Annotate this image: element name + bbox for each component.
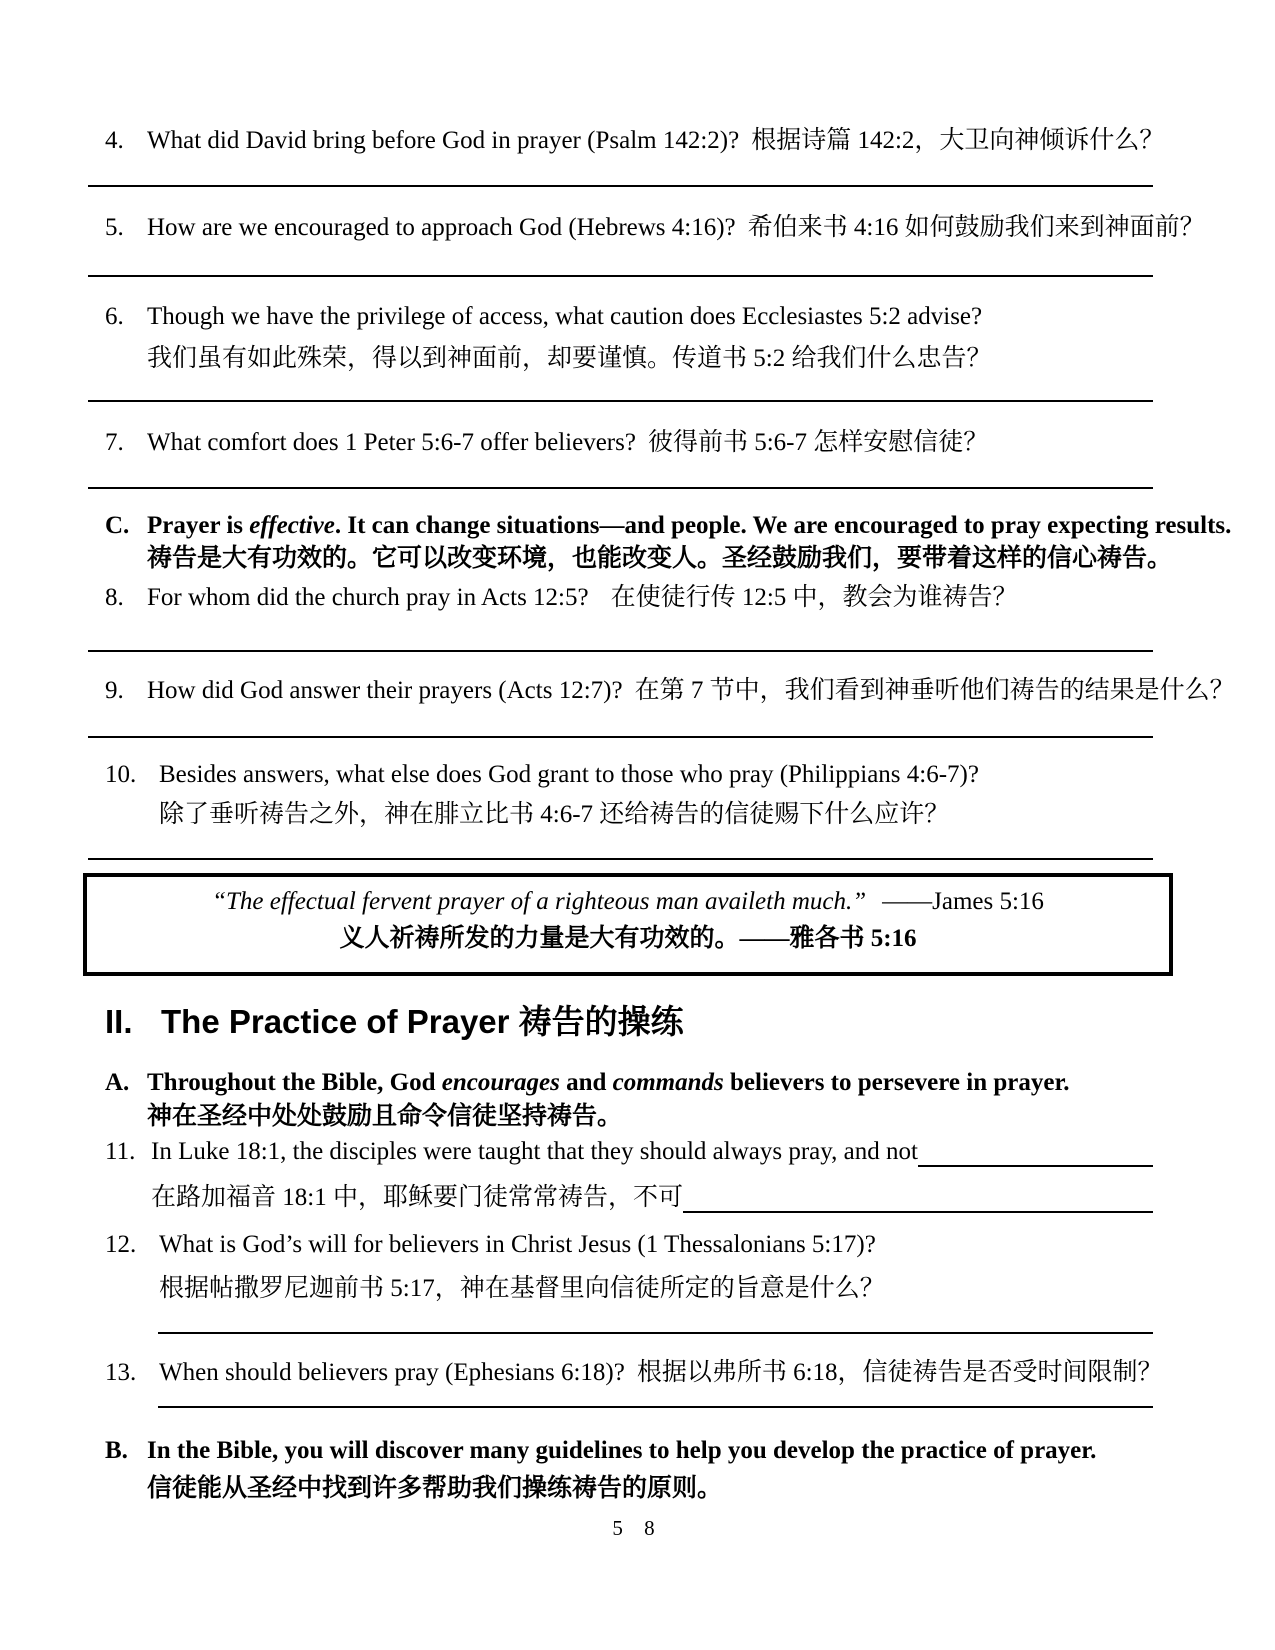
question-8-text-zh: 在使徒行传 12:5 中，教会为谁祷告？ [610,584,1018,611]
question-10-number: 10. [105,761,137,788]
question-10-text-en: Besides answers, what else does God grant to those who pray (Philippians 4:6-7)? [159,761,979,788]
james-quote-zh: 义人祈祷所发的力量是大有功效的。——雅各书 5:16 [339,925,917,952]
question-11-text-zh: 在路加福音 18:1 中，耶稣要门徒常常祷告，不可 [151,1184,683,1211]
section-b-text-zh: 信徒能从圣经中找到许多帮助我们操练祷告的原则。 [147,1475,723,1502]
question-12-number: 12. [105,1231,137,1258]
question-6-number: 6. [105,303,124,330]
question-7 [105,423,1153,463]
question-11-number: 11. [105,1138,136,1165]
question-12-text-en: What is God’s will for believers in Christ Jesus (1 Thessalonians 5:17)? [159,1231,876,1258]
section-a-text-en: Throughout the Bible, God encourages and commands believers to persevere in prayer. [147,1069,1070,1096]
section-c-statement [105,509,1232,575]
question-11-zh-line [151,1178,1153,1218]
answer-line-q7[interactable] [88,487,1153,489]
section-c-text-en: Prayer is effective. It can change situations—and people. We are encouraged to pray expecting results. [147,512,1232,539]
question-5 [105,208,1205,248]
question-10 [105,755,1153,835]
page-number: 5 8 [612,1516,663,1540]
section-ii-heading [105,1000,1153,1044]
section-a-statement [105,1066,1153,1134]
question-8-number: 8. [105,584,124,611]
question-6-text-zh: 我们虽有如此殊荣，得以到神面前，却要谨慎。传道书 5:2 给我们什么忠告？ [147,345,992,372]
question-9 [105,671,1235,711]
question-7-text-en: What comfort does 1 Peter 5:6-7 offer believers? [147,429,636,456]
question-9-text-zh: 在第 7 节中，我们看到神垂听他们祷告的结果是什么？ [634,677,1235,704]
answer-line-q6[interactable] [88,400,1153,402]
section-a-label: A. [105,1069,130,1096]
section-ii-number: II. [105,1003,133,1040]
question-13-text-en: When should believers pray (Ephesians 6:18)? [159,1359,625,1386]
answer-line-q8[interactable] [88,650,1153,652]
question-11 [105,1132,1153,1172]
question-10-text-zh: 除了垂听祷告之外，神在腓立比书 4:6-7 还给祷告的信徒赐下什么应许？ [159,801,950,828]
question-7-text-zh: 彼得前书 5:6-7 怎样安慰信徒？ [647,429,989,456]
question-9-number: 9. [105,677,124,704]
section-b-text-en: In the Bible, you will discover many guidelines to help you develop the practice of prayer. [147,1437,1097,1464]
question-7-number: 7. [105,429,124,456]
question-6 [105,296,1153,380]
section-b-label: B. [105,1437,128,1464]
question-8 [105,578,1153,618]
question-12-text-zh: 根据帖撒罗尼迦前书 5:17，神在基督里向信徒所定的旨意是什么？ [159,1275,885,1302]
question-4-text-en: What did David bring before God in prayer (Psalm 142:2)? [147,127,740,154]
answer-line-q10[interactable] [88,858,1153,860]
question-6-text-en: Though we have the privilege of access, what caution does Ecclesiastes 5:2 advise? [147,303,983,330]
question-5-text-en: How are we encouraged to approach God (Hebrews 4:16)? [147,214,736,241]
question-4-number: 4. [105,127,124,154]
answer-line-q9[interactable] [88,736,1153,738]
answer-line-q5[interactable] [88,275,1153,277]
question-4-text-zh: 根据诗篇 142:2，大卫向神倾诉什么？ [751,127,1165,154]
question-13-text-zh: 根据以弗所书 6:18，信徒祷告是否受时间限制？ [636,1359,1163,1386]
answer-line-q4[interactable] [88,185,1153,187]
answer-blank-q11-zh[interactable] [683,1178,1153,1213]
question-5-number: 5. [105,214,124,241]
section-ii-title: The Practice of Prayer 祷告的操练 [161,1003,684,1040]
james-quote-box [83,873,1173,976]
question-4 [105,121,1165,161]
question-11-text-en: In Luke 18:1, the disciples were taught that they should always pray, and not [151,1138,918,1165]
question-13-number: 13. [105,1359,137,1386]
section-c-label: C. [105,512,130,539]
question-8-text-en: For whom did the church pray in Acts 12:5? [147,584,589,611]
james-quote-en: “The effectual fervent prayer of a righteous man availeth much.” ——James 5:16 [212,888,1044,915]
answer-line-q13[interactable] [158,1406,1153,1408]
answer-blank-q11-en[interactable] [918,1132,1153,1167]
section-c-text-zh: 祷告是大有功效的。它可以改变环境，也能改变人。圣经鼓励我们，要带着这样的信心祷告。 [147,545,1173,572]
question-9-text-en: How did God answer their prayers (Acts 12:7)? [147,677,623,704]
question-5-text-zh: 希伯来书 4:16 如何鼓励我们来到神面前？ [747,214,1205,241]
question-13 [105,1353,1163,1393]
answer-line-q12[interactable] [158,1332,1153,1334]
section-b-statement [105,1432,1153,1508]
section-a-text-zh: 神在圣经中处处鼓励且命令信徒坚持祷告。 [147,1103,623,1130]
question-12 [105,1223,1153,1311]
